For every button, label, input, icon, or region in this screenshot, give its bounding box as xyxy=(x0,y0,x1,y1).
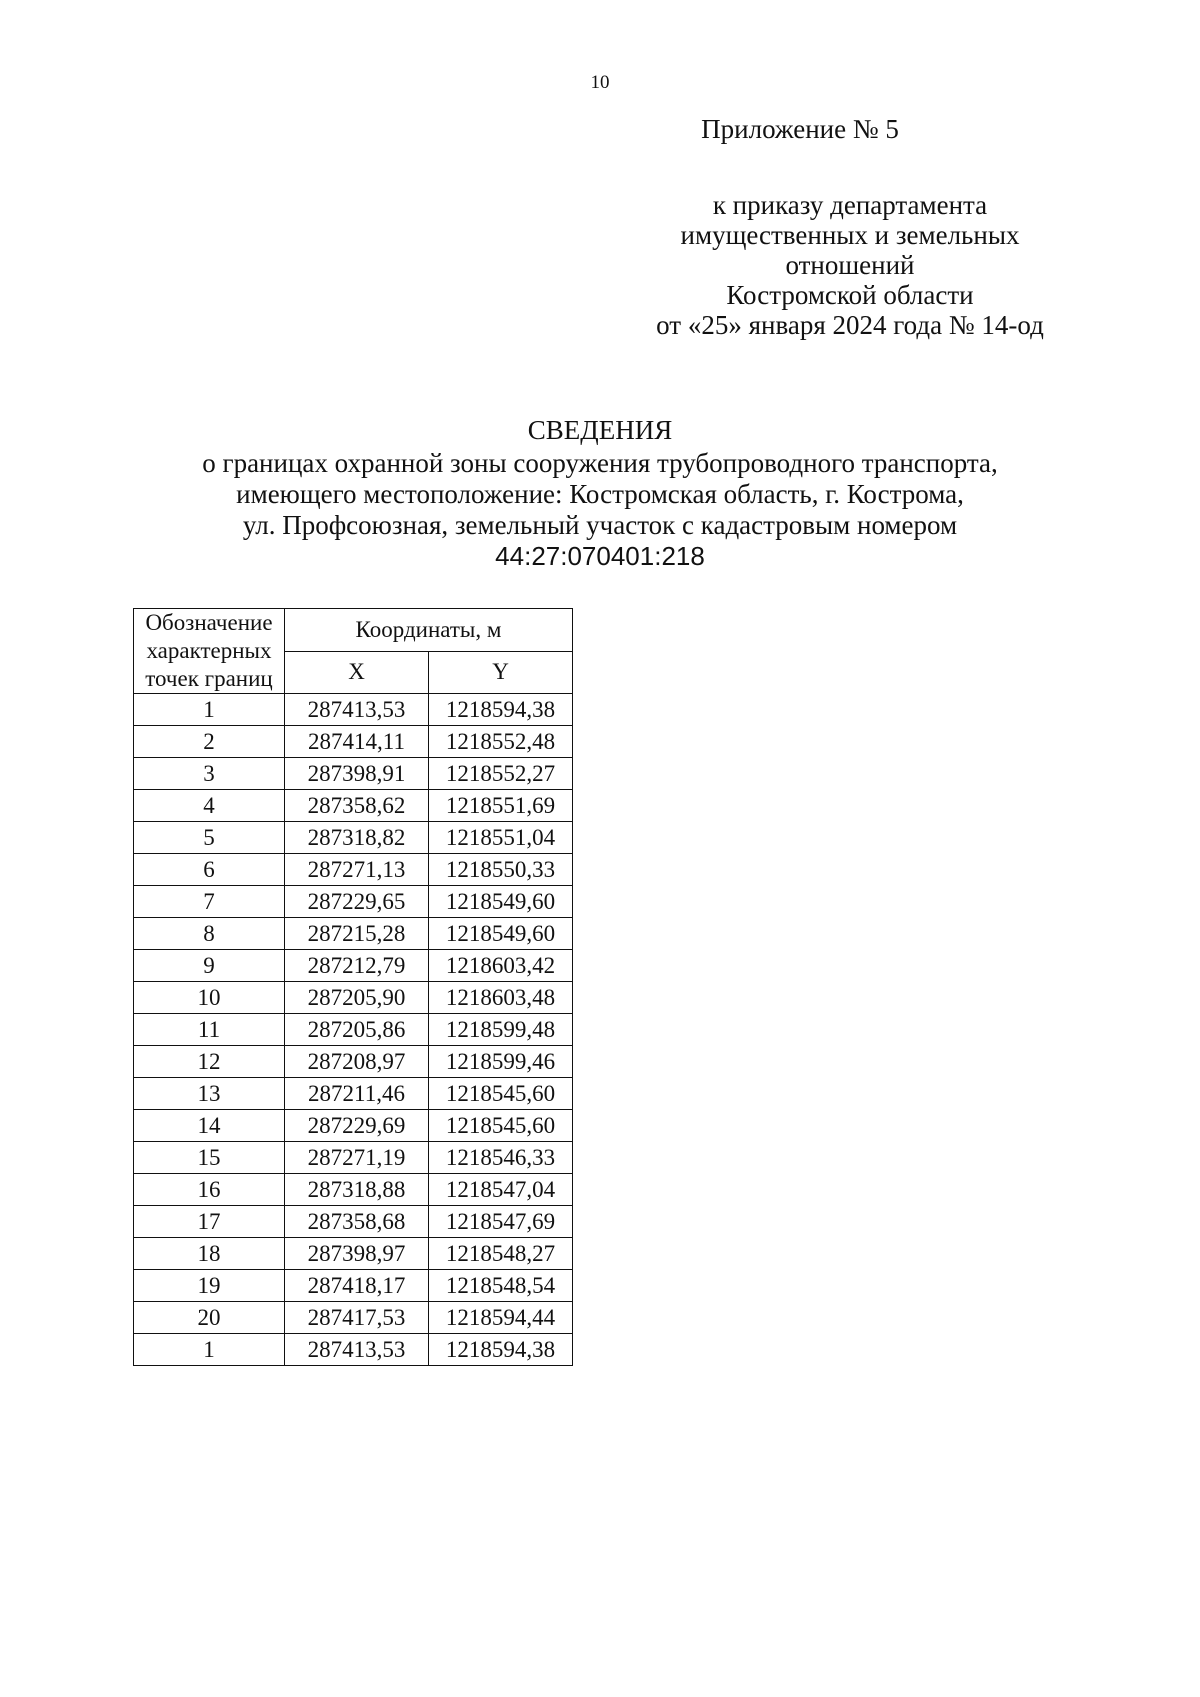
table-row xyxy=(134,1014,573,1046)
y-cell: 1218550,33 xyxy=(429,854,573,886)
y-cell: 1218546,33 xyxy=(429,1142,573,1174)
x-cell: 287358,62 xyxy=(285,790,429,822)
table-row xyxy=(134,1206,573,1238)
x-cell: 287398,91 xyxy=(285,758,429,790)
y-cell: 1218599,46 xyxy=(429,1046,573,1078)
order-ref-line: отношений xyxy=(785,250,915,280)
subtitle-line: имеющего местоположение: Костромская область, г. Кострома, xyxy=(236,479,964,509)
point-cell: 17 xyxy=(134,1206,285,1238)
document-title: СВЕДЕНИЯ xyxy=(527,415,673,445)
point-cell: 11 xyxy=(134,1014,285,1046)
table-row xyxy=(134,726,573,758)
x-cell: 287414,11 xyxy=(285,726,429,758)
x-cell: 287211,46 xyxy=(285,1078,429,1110)
y-cell: 1218603,42 xyxy=(429,950,573,982)
point-cell: 20 xyxy=(134,1302,285,1334)
x-cell: 287318,88 xyxy=(285,1174,429,1206)
y-cell: 1218551,04 xyxy=(429,822,573,854)
table-row xyxy=(134,1270,573,1302)
point-cell: 7 xyxy=(134,886,285,918)
header-points: Обозначение характерных точек границ xyxy=(134,609,285,694)
header-x: X xyxy=(285,651,429,694)
x-cell: 287398,97 xyxy=(285,1238,429,1270)
table-row xyxy=(134,1046,573,1078)
point-cell: 4 xyxy=(134,790,285,822)
point-cell: 13 xyxy=(134,1078,285,1110)
point-cell: 15 xyxy=(134,1142,285,1174)
subtitle-line: о границах охранной зоны сооружения трубопроводного транспорта, xyxy=(202,448,998,478)
table-row xyxy=(134,982,573,1014)
table-row xyxy=(134,1302,573,1334)
header-coordinates: Координаты, м xyxy=(285,609,573,652)
y-cell: 1218552,48 xyxy=(429,726,573,758)
table-row xyxy=(134,1142,573,1174)
point-cell: 9 xyxy=(134,950,285,982)
x-cell: 287215,28 xyxy=(285,918,429,950)
table-row xyxy=(134,694,573,726)
table-row xyxy=(134,1238,573,1270)
point-cell: 16 xyxy=(134,1174,285,1206)
y-cell: 1218547,04 xyxy=(429,1174,573,1206)
point-cell: 1 xyxy=(134,1334,285,1366)
table-row xyxy=(134,790,573,822)
point-cell: 18 xyxy=(134,1238,285,1270)
table-row xyxy=(134,918,573,950)
point-cell: 10 xyxy=(134,982,285,1014)
cadastral-number: 44:27:070401:218 xyxy=(495,541,705,571)
y-cell: 1218548,54 xyxy=(429,1270,573,1302)
y-cell: 1218599,48 xyxy=(429,1014,573,1046)
y-cell: 1218549,60 xyxy=(429,886,573,918)
x-cell: 287417,53 xyxy=(285,1302,429,1334)
order-ref-line: от «25» января 2024 года № 14-од xyxy=(656,310,1044,340)
y-cell: 1218594,38 xyxy=(429,1334,573,1366)
table-row xyxy=(134,854,573,886)
table-row xyxy=(134,1174,573,1206)
y-cell: 1218594,44 xyxy=(429,1302,573,1334)
y-cell: 1218594,38 xyxy=(429,694,573,726)
subtitle-line: ул. Профсоюзная, земельный участок с кадастровым номером xyxy=(242,510,958,540)
coordinates-table-body xyxy=(134,694,573,1366)
header-y: Y xyxy=(429,651,573,694)
order-ref-line: Костромской области xyxy=(726,280,974,310)
point-cell: 2 xyxy=(134,726,285,758)
appendix-label: Приложение № 5 xyxy=(701,114,899,144)
x-cell: 287358,68 xyxy=(285,1206,429,1238)
point-cell: 1 xyxy=(134,694,285,726)
order-ref-line: к приказу департамента xyxy=(712,190,988,220)
point-cell: 6 xyxy=(134,854,285,886)
point-cell: 14 xyxy=(134,1110,285,1142)
table-row xyxy=(134,1078,573,1110)
order-ref-line: имущественных и земельных xyxy=(680,220,1020,250)
x-cell: 287208,97 xyxy=(285,1046,429,1078)
x-cell: 287205,90 xyxy=(285,982,429,1014)
x-cell: 287212,79 xyxy=(285,950,429,982)
x-cell: 287318,82 xyxy=(285,822,429,854)
point-cell: 12 xyxy=(134,1046,285,1078)
coordinates-table xyxy=(133,608,573,1366)
y-cell: 1218545,60 xyxy=(429,1110,573,1142)
x-cell: 287413,53 xyxy=(285,1334,429,1366)
table-row xyxy=(134,822,573,854)
order-reference xyxy=(600,190,1100,340)
point-cell: 5 xyxy=(134,822,285,854)
y-cell: 1218547,69 xyxy=(429,1206,573,1238)
y-cell: 1218548,27 xyxy=(429,1238,573,1270)
point-cell: 19 xyxy=(134,1270,285,1302)
point-cell: 3 xyxy=(134,758,285,790)
table-row xyxy=(134,950,573,982)
y-cell: 1218549,60 xyxy=(429,918,573,950)
table-row xyxy=(134,1110,573,1142)
page-number: 10 xyxy=(590,72,610,93)
table-row xyxy=(134,1334,573,1366)
document-subtitle xyxy=(0,448,1200,572)
y-cell: 1218603,48 xyxy=(429,982,573,1014)
y-cell: 1218552,27 xyxy=(429,758,573,790)
x-cell: 287413,53 xyxy=(285,694,429,726)
table-row xyxy=(134,886,573,918)
x-cell: 287229,65 xyxy=(285,886,429,918)
x-cell: 287205,86 xyxy=(285,1014,429,1046)
y-cell: 1218545,60 xyxy=(429,1078,573,1110)
x-cell: 287229,69 xyxy=(285,1110,429,1142)
x-cell: 287271,19 xyxy=(285,1142,429,1174)
x-cell: 287271,13 xyxy=(285,854,429,886)
y-cell: 1218551,69 xyxy=(429,790,573,822)
point-cell: 8 xyxy=(134,918,285,950)
x-cell: 287418,17 xyxy=(285,1270,429,1302)
table-row xyxy=(134,758,573,790)
